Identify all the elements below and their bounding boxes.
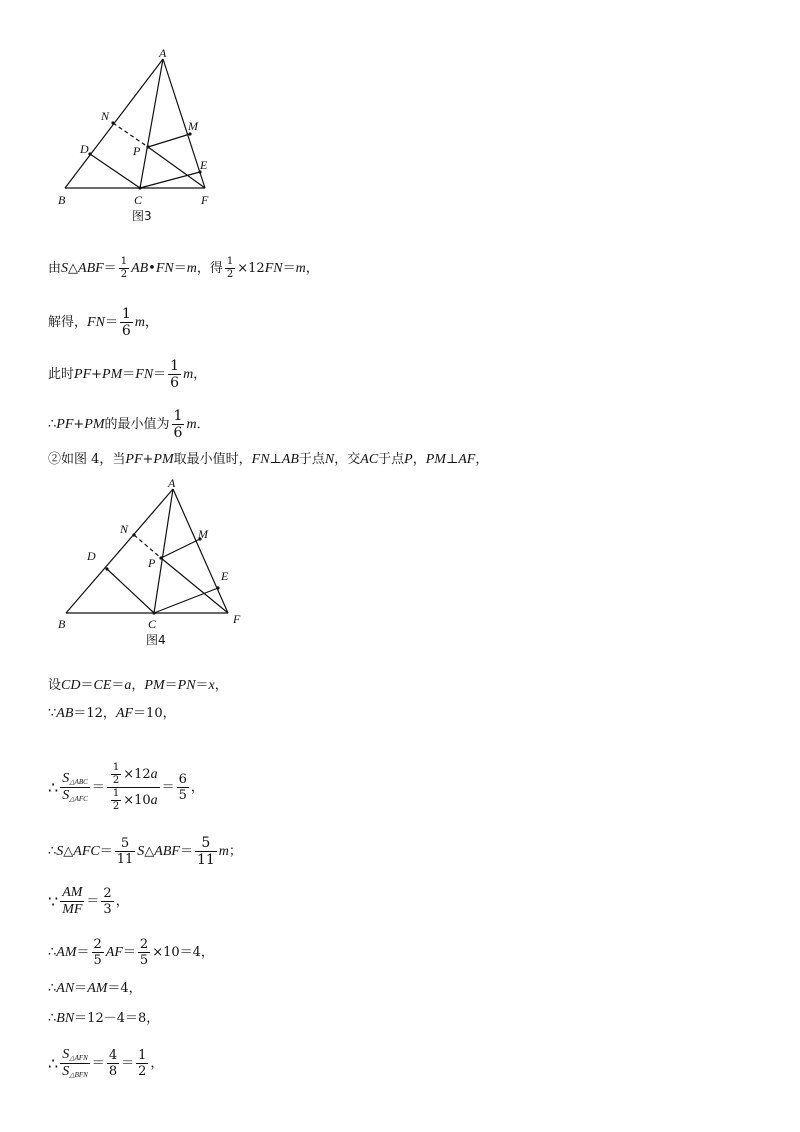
label-e: E xyxy=(200,158,208,172)
line-7: ∵ AB ＝12， AF ＝10， xyxy=(48,706,176,721)
figure-4 xyxy=(50,475,260,650)
line-6: 设 CD ＝ CE ＝ a ， PM ＝ PN ＝ x ， xyxy=(48,678,228,693)
line-12: ∴ AN ＝ AM ＝4， xyxy=(48,981,142,996)
figure-3-caption: 图3 xyxy=(132,209,152,223)
line-5: ②如图 4，当 PF + PM 取最小值时， FN ⊥ AB 于点 N ，交 AC 于点 P ， PM ⊥ AF ， xyxy=(48,452,489,467)
line-1: 由 S △ ABF ＝ $\frac{1}{2}$ AB • FN ＝ m ，得 $\frac{1}{2}$ ×12 FN ＝ m ， xyxy=(48,256,319,280)
segment-pm xyxy=(161,539,200,558)
segment-pm xyxy=(148,134,190,147)
figure-4-caption: 图4 xyxy=(146,633,166,647)
label-f: F xyxy=(201,193,209,207)
line-3: 此时 PF + PM ＝ FN ＝ $\frac{1}{6}$ m ， xyxy=(48,358,207,391)
figure-4-diagram xyxy=(50,475,260,650)
label-b: B xyxy=(58,193,66,207)
label-m: M xyxy=(198,527,208,541)
fraction-five-elevenths: $\frac{5}{11}$ xyxy=(196,835,215,868)
label-p: P xyxy=(148,556,156,570)
label-b: B xyxy=(58,617,66,631)
line-8: ∴ $\frac{S_{\triangle ABC}}{S_{\triangle AFC}}$ ＝ $\frac{1}{2}$ ×12 a $\frac{1}{2}$ ×10 a ＝ $\frac{6}{5}$ ， xyxy=(48,762,204,812)
label-p: P xyxy=(133,144,141,158)
label-a: A xyxy=(159,46,167,60)
segment-dc xyxy=(107,569,154,613)
fraction-area-ratio: $\frac{S_{\triangle ABC}}{S_{\triangle AFC}}$ xyxy=(62,771,88,803)
line-4: ∴ PF + PM 的最小值为 $\frac{1}{6}$ m ． xyxy=(48,408,210,441)
fraction-four-eighths: $\frac{4}{8}$ xyxy=(108,1048,118,1079)
label-m: M xyxy=(188,119,198,133)
label-c: C xyxy=(148,617,157,631)
label-e: E xyxy=(221,569,229,583)
fraction-five-elevenths: $\frac{5}{11}$ xyxy=(116,836,134,867)
line-14: ∴ $\frac{S_{\triangle AFN}}{S_{\triangle BFN}}$ ＝ $\frac{4}{8}$ ＝ $\frac{1}{2}$ ， xyxy=(48,1047,164,1079)
fraction-one-sixth: $\frac{1}{6}$ xyxy=(121,306,131,339)
segment-ac xyxy=(140,59,163,188)
fraction-six-fifths: $\frac{6}{5}$ xyxy=(178,772,187,803)
label-d: D xyxy=(87,549,96,563)
label-a: A xyxy=(168,476,176,490)
label-n: N xyxy=(120,522,129,536)
line-10: ∵ $\frac{AM}{MF}$ ＝ $\frac{2}{3}$ ， xyxy=(48,885,129,917)
fraction-two-fifths: $\frac{2}{5}$ xyxy=(139,937,149,968)
fraction-compound: $\frac{1}{2}$ ×12 a $\frac{1}{2}$ ×10 a xyxy=(107,763,160,812)
segment-af xyxy=(163,59,205,188)
fraction-one-half: $\frac{1}{2}$ xyxy=(226,256,234,280)
label-d: D xyxy=(80,142,89,156)
line-11: ∴ AM ＝ $\frac{2}{5}$ AF ＝ $\frac{2}{5}$ ×10＝4， xyxy=(48,937,214,968)
line-2: 解得， FN ＝ $\frac{1}{6}$ m ， xyxy=(48,306,158,339)
figure-3-diagram xyxy=(50,45,230,230)
label-n: N xyxy=(101,109,110,123)
fraction-two-thirds: $\frac{2}{3}$ xyxy=(103,886,112,917)
segment-ce xyxy=(140,172,200,188)
fraction-two-fifths: $\frac{2}{5}$ xyxy=(93,937,102,968)
segment-pf xyxy=(161,558,228,613)
segment-np-dashed xyxy=(113,123,148,147)
line-13: ∴ BN ＝12－4＝8， xyxy=(48,1011,160,1026)
segment-pf xyxy=(148,147,205,188)
fraction-one-half: $\frac{1}{2}$ xyxy=(120,256,128,280)
label-f: F xyxy=(233,612,241,626)
segment-np-dashed xyxy=(134,535,161,558)
fraction-one-sixth: $\frac{1}{6}$ xyxy=(173,408,183,441)
fraction-one-half: $\frac{1}{2}$ xyxy=(138,1048,147,1079)
segment-ce xyxy=(154,588,218,613)
fraction-am-mf: $\frac{AM}{MF}$ xyxy=(62,885,83,917)
figure-3 xyxy=(50,45,230,230)
label-c: C xyxy=(134,193,143,207)
line-9: ∴ S △ AFC ＝ $\frac{5}{11}$ S △ ABF ＝ $\frac{5}{11}$ m ； xyxy=(48,835,242,868)
fraction-one-sixth: $\frac{1}{6}$ xyxy=(170,358,180,391)
segment-dc xyxy=(90,154,140,188)
fraction-area-ratio: $\frac{S_{\triangle AFN}}{S_{\triangle BFN}}$ xyxy=(62,1047,88,1079)
